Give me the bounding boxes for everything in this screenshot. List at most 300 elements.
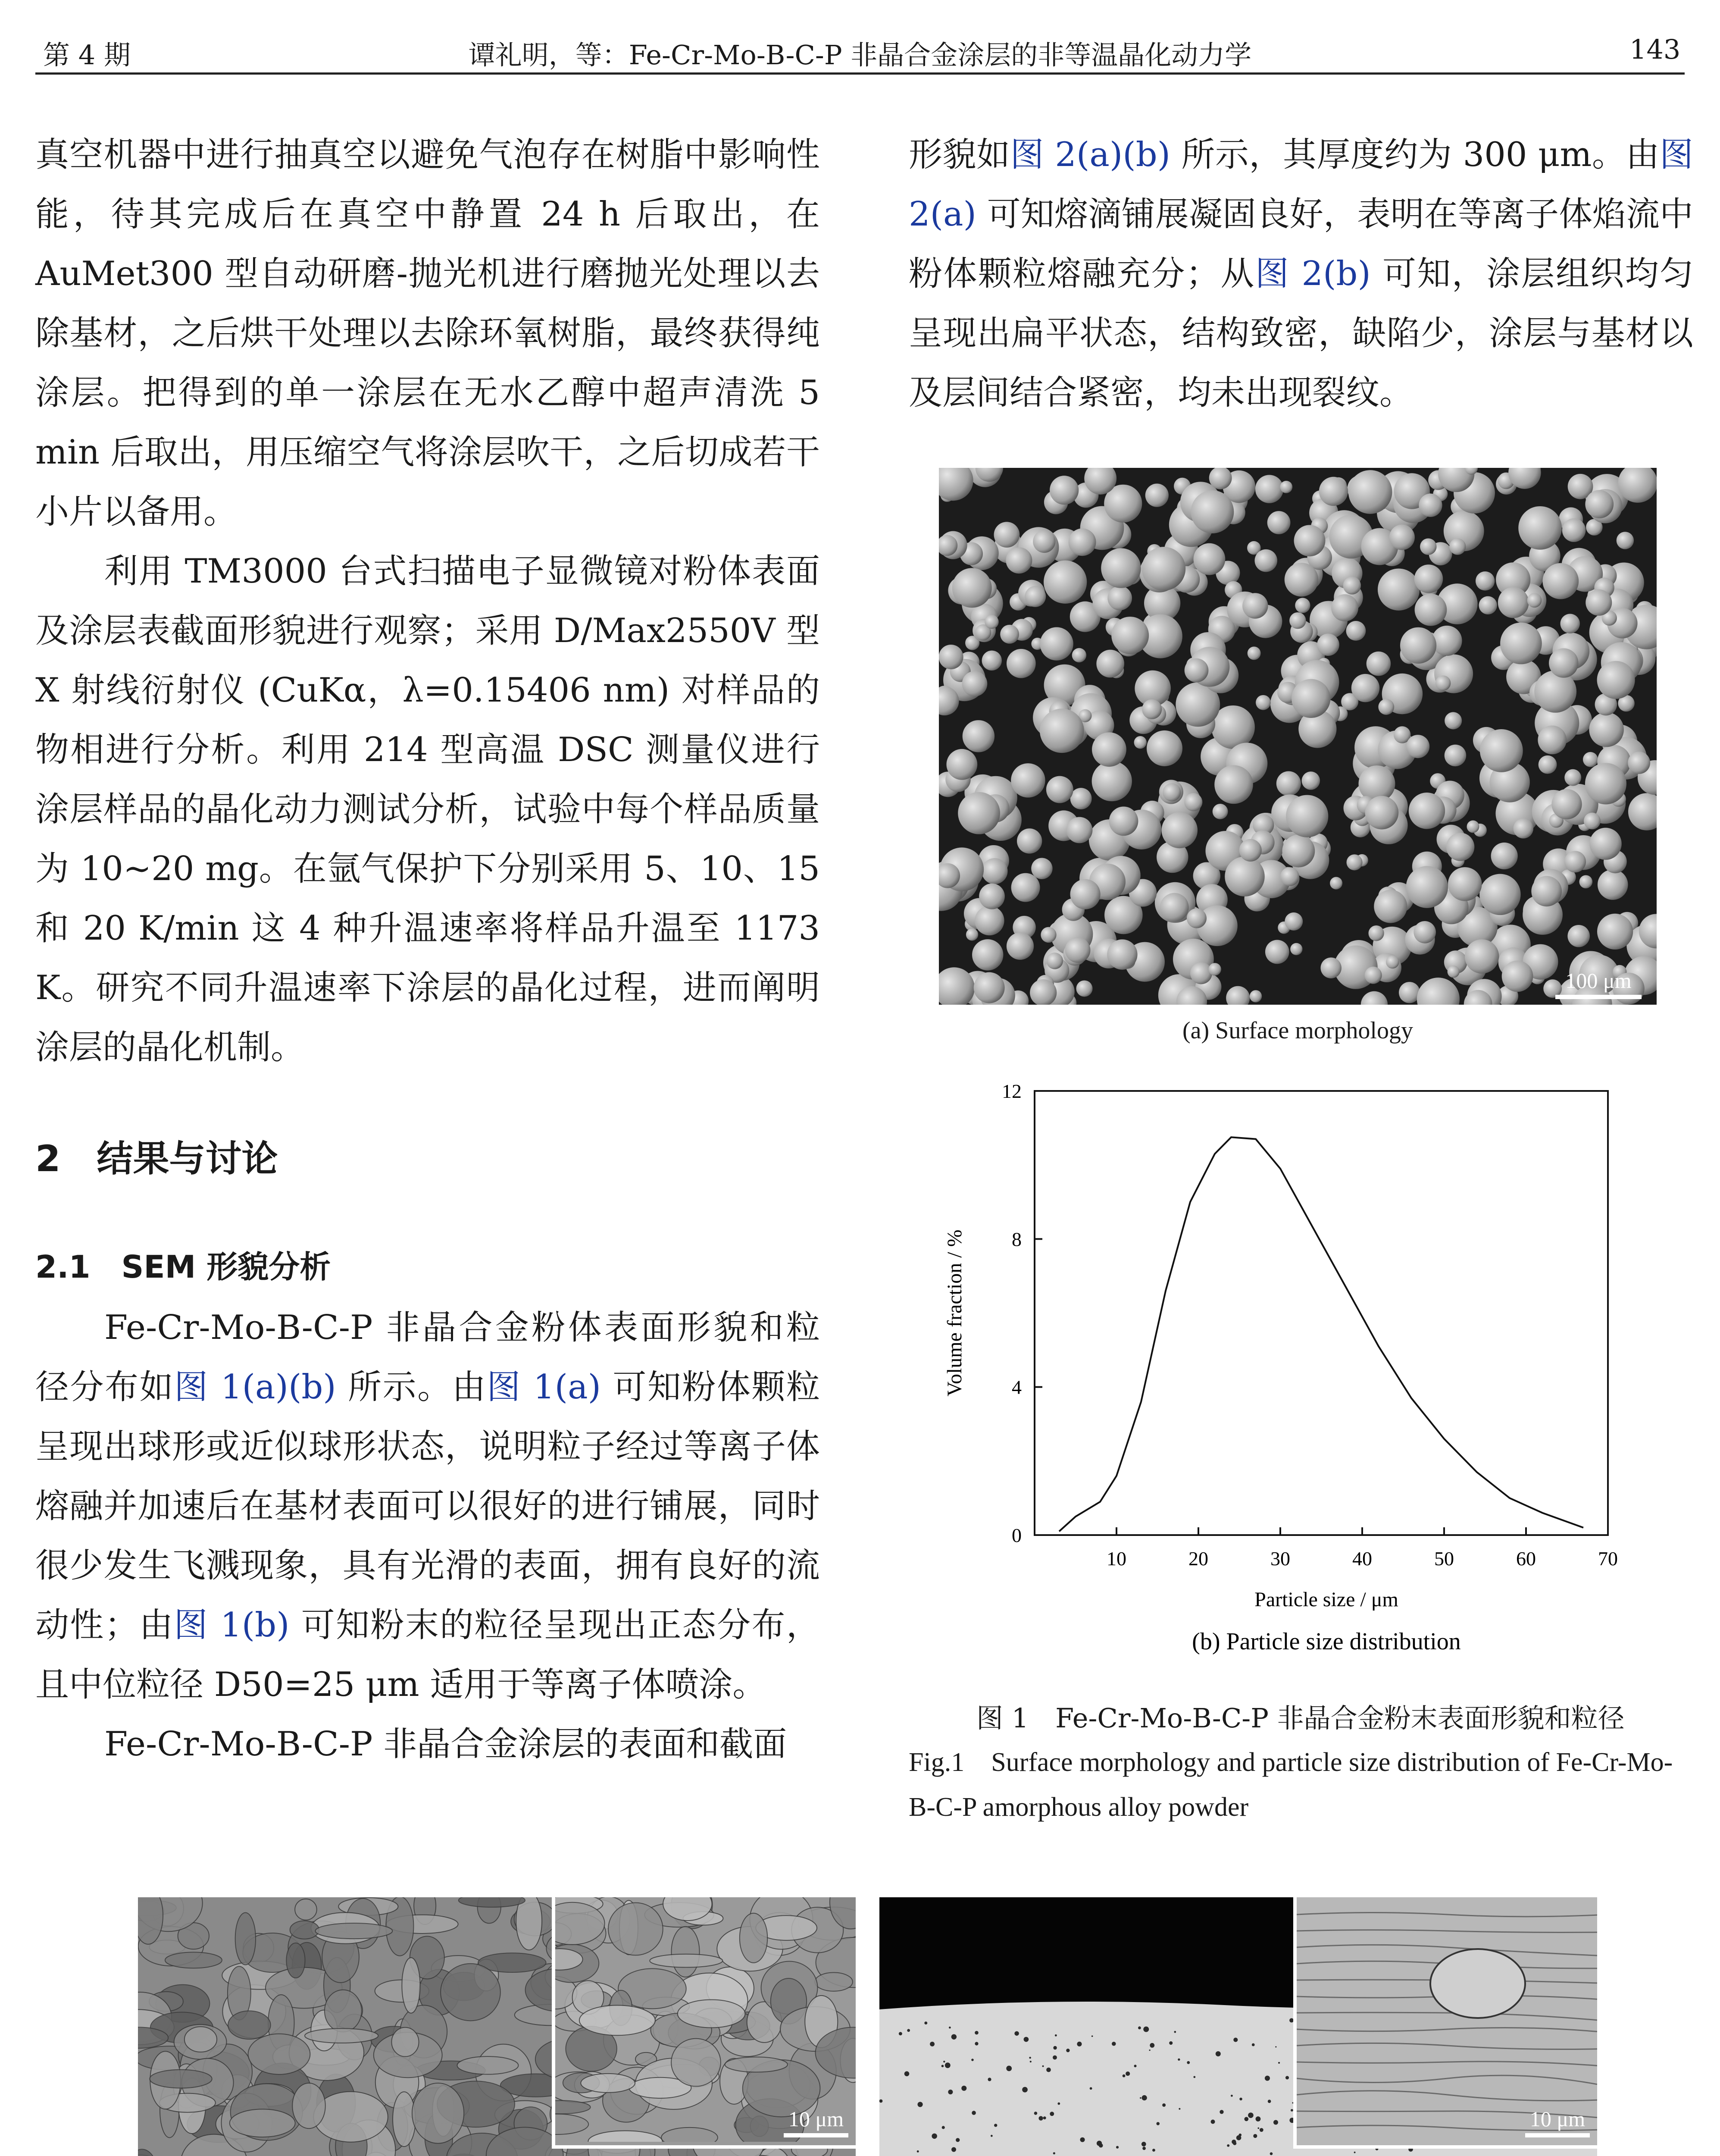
- pore: [1126, 2071, 1130, 2076]
- fig1b-caption: (b) Particle size distribution: [1192, 1628, 1461, 1655]
- powder-particle: [1502, 961, 1533, 992]
- powder-particle: [1111, 617, 1149, 654]
- powder-particle: [1446, 833, 1475, 861]
- pore: [948, 2090, 953, 2094]
- powder-particle: [1239, 839, 1262, 862]
- powder-particle: [1465, 939, 1499, 974]
- pore: [1142, 2095, 1147, 2100]
- y-tick-label: 12: [1002, 1080, 1022, 1102]
- powder-particle: [1163, 783, 1181, 801]
- powder-particle: [1513, 818, 1533, 839]
- powder-particle: [1539, 755, 1557, 774]
- powder-particle: [958, 792, 1000, 834]
- powder-particle: [1007, 649, 1036, 678]
- powder-particle: [1448, 867, 1482, 901]
- powder-particle: [1011, 763, 1045, 798]
- powder-particle: [1343, 577, 1361, 595]
- pore: [932, 2134, 937, 2139]
- powder-particle: [1006, 547, 1032, 573]
- pore: [1211, 2120, 1215, 2124]
- powder-particle: [1040, 627, 1073, 661]
- splat: [185, 2027, 217, 2052]
- pore: [1112, 2042, 1116, 2046]
- pore: [1291, 2109, 1293, 2112]
- pore: [1216, 2051, 1221, 2056]
- powder-particle: [1445, 712, 1462, 729]
- powder-particle: [1107, 939, 1137, 969]
- pore: [1143, 2027, 1149, 2032]
- powder-particle: [1320, 958, 1341, 978]
- powder-particle: [1096, 650, 1124, 678]
- pore: [1256, 2116, 1261, 2122]
- splat: [230, 2109, 295, 2137]
- ref-fig1a[interactable]: 图 1(a): [487, 1368, 601, 1407]
- pore: [1227, 2144, 1229, 2147]
- powder-sem-image: [939, 468, 1657, 1005]
- powder-particles: [939, 468, 1657, 1005]
- powder-particle: [974, 972, 1005, 1003]
- section-title: 2 结果与讨论: [35, 1138, 278, 1180]
- pore: [1244, 2117, 1248, 2121]
- powder-particle: [1017, 828, 1042, 853]
- right-column: [909, 125, 1693, 423]
- y-axis-label: Volume fraction / %: [943, 1229, 966, 1397]
- splat: [393, 2092, 416, 2147]
- powder-particle: [1185, 658, 1209, 683]
- lamella-boundary: [1297, 1930, 1597, 1933]
- splat: [248, 2034, 310, 2075]
- lamella-boundary: [1297, 2075, 1597, 2084]
- pore: [1252, 2043, 1255, 2046]
- powder-particle: [946, 749, 977, 780]
- powder-particle: [1531, 876, 1562, 906]
- powder-particle: [1107, 586, 1132, 611]
- pore: [1257, 2128, 1259, 2129]
- powder-particle: [1280, 481, 1292, 493]
- pore: [899, 2032, 902, 2035]
- pore: [1193, 2076, 1195, 2078]
- pore: [1006, 2066, 1012, 2071]
- splat: [457, 2056, 518, 2074]
- powder-particle: [1597, 661, 1635, 699]
- pore: [1179, 2108, 1180, 2110]
- powder-particle: [1561, 614, 1580, 633]
- section-inset: [1293, 1897, 1597, 2149]
- pore: [971, 2059, 974, 2061]
- pore: [907, 2029, 910, 2032]
- fig1-caption-cn: 图 1 Fe-Cr-Mo-B-C-P 非晶合金粉末表面形貌和粒径: [976, 1702, 1625, 1734]
- splat: [165, 1952, 222, 1968]
- x-tick-label: 60: [1516, 1548, 1536, 1570]
- powder-particle: [1193, 543, 1225, 575]
- pore: [1273, 2120, 1278, 2125]
- powder-particle: [1242, 593, 1268, 618]
- powder-particle: [1476, 571, 1495, 590]
- scale-bar: 100 μm: [1555, 968, 1642, 999]
- splat: [661, 2128, 718, 2142]
- pore: [945, 2062, 951, 2068]
- powder-particle: [1248, 646, 1261, 660]
- x-tick-label: 50: [1434, 1548, 1454, 1570]
- powder-particle: [1386, 956, 1399, 968]
- powder-particle: [1500, 623, 1542, 664]
- pore: [1233, 2038, 1238, 2042]
- powder-particle: [1414, 921, 1436, 943]
- pore: [1169, 2041, 1173, 2045]
- powder-particle: [1317, 633, 1339, 656]
- powder-particle: [1214, 765, 1253, 804]
- pore: [949, 2027, 951, 2029]
- paragraph-5: 形貌如图 2(a)(b) 所示，其厚度约为 300 μm。由图 2(a) 可知熔滴铺展凝固良好，表明在等离子体焰流中粉体颗粒熔融充分；从图 2(b) 可知，涂层组织均匀呈现出扁平状态，结构致密，缺陷少，涂层与基材以及层间结合紧密，均未出现裂纹。: [909, 135, 1693, 412]
- splat: [579, 2006, 655, 2036]
- pore: [1142, 2147, 1146, 2150]
- powder-particle: [1256, 695, 1271, 710]
- powder-particle: [975, 906, 1004, 935]
- powder-particle: [1101, 548, 1141, 588]
- ref-fig1b[interactable]: 图 1(b): [174, 1606, 290, 1645]
- powder-particle: [1567, 925, 1590, 947]
- powder-particle: [1564, 769, 1581, 786]
- lamella-boundary: [1297, 1912, 1597, 1916]
- pore: [972, 2111, 976, 2115]
- splat: [150, 2070, 212, 2088]
- x-tick-label: 10: [1107, 1548, 1126, 1570]
- powder-particle: [1420, 538, 1436, 555]
- lamella-boundary: [1297, 2012, 1597, 2020]
- powder-particle: [1160, 893, 1189, 922]
- powder-particle: [1255, 475, 1283, 503]
- splat: [138, 2149, 158, 2156]
- powder-particle: [1361, 991, 1388, 1005]
- lamella-boundary: [1297, 2091, 1597, 2101]
- powder-particle: [1628, 793, 1657, 830]
- pore: [1187, 2061, 1190, 2064]
- powder-particle: [1330, 877, 1342, 890]
- powder-particle: [1033, 530, 1055, 553]
- powder-particle: [1069, 528, 1096, 556]
- pore: [1265, 2076, 1270, 2081]
- pore: [1080, 2137, 1085, 2142]
- powder-particle: [1041, 927, 1056, 943]
- pore: [924, 2021, 927, 2024]
- powder-particle: [1213, 804, 1228, 819]
- powder-particle: [1031, 858, 1052, 879]
- powder-particle: [1589, 828, 1621, 860]
- powder-particle: [1250, 990, 1262, 1002]
- pore: [951, 2147, 956, 2152]
- powder-particle: [1598, 869, 1628, 900]
- powder-particle: [1365, 967, 1382, 984]
- pore: [1046, 2068, 1051, 2072]
- coating-surface-image: [138, 1897, 856, 2156]
- powder-particle: [1579, 875, 1593, 889]
- splat: [412, 2083, 464, 2143]
- splat: [672, 1927, 700, 1977]
- pore: [1053, 2152, 1055, 2154]
- pore: [1220, 2110, 1223, 2114]
- powder-particle: [1142, 699, 1162, 719]
- pore: [917, 2150, 919, 2153]
- powder-particle: [1564, 851, 1586, 872]
- powder-particle: [1435, 675, 1451, 691]
- powder-particle: [1276, 771, 1301, 796]
- powder-particle: [1479, 596, 1497, 614]
- splat: [650, 1954, 722, 1968]
- pore: [988, 2078, 991, 2081]
- pore: [1038, 2116, 1043, 2120]
- pore: [1134, 2065, 1137, 2067]
- powder-particle: [1432, 626, 1462, 656]
- ref-fig2a[interactable]: 图 2(a): [909, 135, 1693, 234]
- splat: [325, 1990, 362, 2032]
- lamella-boundary: [1297, 2028, 1597, 2031]
- splat: [516, 1897, 542, 1950]
- pore: [941, 2065, 944, 2068]
- plot-frame: [1035, 1091, 1608, 1535]
- powder-particle: [1584, 812, 1601, 829]
- powder-particle: [939, 645, 963, 669]
- left-column: [35, 125, 820, 1077]
- surface-inset: [552, 1897, 856, 2149]
- pore: [1053, 2056, 1057, 2060]
- powder-particle: [1226, 986, 1250, 1005]
- lamella-boundary: [1297, 1945, 1597, 1955]
- powder-particle: [1368, 925, 1384, 941]
- pore: [991, 2135, 993, 2137]
- powder-particle: [966, 928, 978, 940]
- pore: [1050, 2112, 1054, 2116]
- ref-fig2b[interactable]: 图 2(b): [1255, 254, 1371, 293]
- pore: [1149, 2049, 1150, 2051]
- left-column-lower: [35, 1298, 820, 1774]
- powder-particle: [1007, 933, 1034, 960]
- lamella-boundary: [1297, 2043, 1597, 2049]
- powder-particle: [1290, 943, 1302, 955]
- x-axis-label: Particle size / μm: [1254, 1588, 1398, 1611]
- splat: [740, 1913, 767, 1963]
- powder-particle: [1040, 708, 1084, 753]
- powder-particle: [1072, 648, 1086, 662]
- pore: [904, 2071, 910, 2077]
- pore: [994, 2124, 997, 2127]
- pore: [1140, 2097, 1141, 2099]
- powder-particle: [939, 468, 973, 501]
- pore: [1238, 2134, 1242, 2137]
- fig1a-caption: (a) Surface morphology: [1182, 1017, 1413, 1044]
- pore: [975, 2042, 978, 2045]
- powder-particle: [1498, 587, 1529, 618]
- powder-particle: [1050, 476, 1079, 505]
- powder-particle: [1347, 854, 1363, 870]
- powder-particle: [1367, 652, 1391, 676]
- powder-particle: [1480, 729, 1523, 772]
- paragraph-2: 利用 TM3000 台式扫描电子显微镜对粉体表面及涂层表截面形貌进行观察；采用 D/Max2550V 型 X 射线衍射仪 (CuKα，λ=0.15406 nm) 对样品的物相进行分析。利用 214 型高温 DSC 测量仪进行涂层样品的晶化动力测试分析，试验中每个样品质量为 10~20 mg。在氩气保护下分别采用 5、10、15 和 20 K/min 这 4 种升温速率将样品升温至 1173 K。研究不同升温速率下涂层的晶化过程，进而阐明涂层的晶化机制。: [35, 552, 820, 1067]
- ref-fig1ab[interactable]: 图 1(a)(b): [174, 1368, 336, 1407]
- powder-particle: [1351, 674, 1379, 702]
- pore: [1150, 2043, 1154, 2048]
- x-tick-label: 30: [1270, 1548, 1290, 1570]
- powder-particle: [1414, 564, 1443, 593]
- pore: [1270, 2152, 1273, 2155]
- powder-particle: [1389, 525, 1415, 550]
- powder-particle: [1011, 873, 1040, 902]
- powder-particle: [1065, 937, 1090, 963]
- powder-particle: [1415, 594, 1447, 626]
- pore: [1091, 2035, 1093, 2037]
- powder-particle: [1449, 538, 1466, 555]
- powder-particle: [1092, 761, 1132, 801]
- pore: [943, 2061, 945, 2062]
- lamella-boundary: [1297, 2062, 1597, 2066]
- powder-particle: [1527, 593, 1542, 608]
- powder-particle: [1302, 771, 1320, 790]
- splat: [315, 1923, 392, 1939]
- powder-particle: [972, 939, 1003, 970]
- pore: [1157, 2122, 1160, 2125]
- powder-particle: [1319, 477, 1348, 506]
- powder-particle: [1597, 914, 1633, 950]
- splat: [292, 2083, 325, 2128]
- powder-particle: [1378, 699, 1394, 715]
- splat: [608, 1903, 663, 1955]
- powder-particle: [1147, 730, 1182, 766]
- ref-fig2ab[interactable]: 图 2(a)(b): [1010, 135, 1171, 174]
- powder-particle: [1585, 763, 1626, 804]
- powder-particle: [1406, 735, 1429, 758]
- pore: [961, 2086, 966, 2091]
- powder-particle: [1285, 912, 1303, 931]
- powder-particle: [1209, 963, 1221, 975]
- pore: [1043, 2116, 1046, 2119]
- splat: [441, 1964, 500, 2021]
- pore: [1053, 2046, 1057, 2049]
- pore: [1022, 2087, 1028, 2093]
- pore: [1141, 2142, 1146, 2147]
- pore: [1248, 2112, 1254, 2118]
- powder-particle: [985, 615, 998, 629]
- powder-particle: [1255, 549, 1278, 572]
- splat: [305, 2028, 378, 2043]
- powder-particle: [1491, 843, 1518, 869]
- pore: [1014, 2031, 1019, 2036]
- section-inset-scale-bar: 10 μm: [1525, 2106, 1590, 2137]
- powder-particle: [962, 671, 988, 696]
- x-tick-label: 20: [1188, 1548, 1208, 1570]
- powder-particle: [1292, 679, 1330, 718]
- pore: [1090, 2087, 1092, 2090]
- splat: [678, 1999, 745, 2028]
- splat: [402, 1958, 420, 2013]
- powder-particle: [1265, 940, 1289, 964]
- powder-particle: [1549, 648, 1578, 677]
- powder-particle: [1419, 494, 1442, 517]
- powder-particle: [1225, 856, 1265, 896]
- powder-particle: [1378, 568, 1420, 610]
- pore: [1260, 2128, 1263, 2132]
- pore: [1029, 2057, 1031, 2059]
- pore: [1097, 2140, 1102, 2146]
- powder-particle: [1542, 563, 1579, 599]
- powder-particle: [1187, 909, 1207, 928]
- pore: [1077, 2042, 1082, 2046]
- pore: [1162, 2103, 1166, 2107]
- unmelted-particle: [1430, 1949, 1525, 2018]
- issue-label: 第 4 期: [43, 39, 131, 71]
- pore: [1275, 2046, 1276, 2047]
- powder-particle: [982, 651, 1002, 671]
- splat: [588, 2131, 662, 2142]
- powder-particle: [963, 720, 994, 752]
- powder-particle: [1617, 532, 1634, 549]
- powder-particle: [979, 884, 1005, 909]
- pore: [930, 2042, 935, 2046]
- powder-particle: [1331, 594, 1358, 621]
- powder-particle: [1190, 962, 1212, 984]
- powder-particle: [1448, 965, 1460, 978]
- pore: [1354, 2152, 1356, 2153]
- powder-particle: [1044, 561, 1087, 604]
- pore: [1285, 2076, 1289, 2079]
- coating-section-image: [879, 1897, 1597, 2156]
- powder-particle: [952, 568, 992, 608]
- pore: [1152, 2149, 1155, 2152]
- pore: [1268, 2100, 1271, 2103]
- y-tick-label: 4: [1012, 1376, 1022, 1398]
- pore: [1034, 2112, 1037, 2115]
- splat: [815, 1973, 853, 1991]
- splat: [290, 1921, 319, 1939]
- powder-particle: [1066, 817, 1093, 843]
- powder-particle: [1518, 506, 1562, 550]
- x-tick-label: 40: [1352, 1548, 1372, 1570]
- powder-particle: [1286, 795, 1328, 837]
- splat: [459, 1897, 525, 1907]
- pore: [1278, 2062, 1280, 2064]
- distribution-line: [1059, 1137, 1583, 1531]
- y-tick-label: 8: [1012, 1228, 1022, 1250]
- powder-particle: [1589, 712, 1624, 747]
- powder-particle: [1538, 726, 1567, 755]
- pore: [1057, 2103, 1060, 2105]
- fig1-caption-en: Fig.1 Surface morphology and particle size distribution of Fe-Cr-Mo-B-C-P amorphous alloy powder: [909, 1748, 1673, 1822]
- powder-particle: [1586, 589, 1612, 616]
- powder-particle: [1285, 563, 1319, 597]
- paragraph-4: Fe-Cr-Mo-B-C-P 非晶合金涂层的表面和截面: [104, 1725, 787, 1764]
- x-tick-label: 70: [1598, 1548, 1618, 1570]
- subsection-title: 2.1 SEM 形貌分析: [35, 1249, 331, 1285]
- powder-particle: [1282, 835, 1315, 868]
- pore: [1138, 2026, 1141, 2029]
- pore: [1055, 2034, 1057, 2037]
- pore: [1239, 2098, 1242, 2101]
- powder-particle: [1109, 806, 1138, 836]
- pore: [1253, 2134, 1257, 2138]
- splat: [228, 2011, 271, 2039]
- powder-particle: [1348, 470, 1392, 514]
- pore: [1030, 2061, 1032, 2062]
- powder-particle: [1479, 874, 1521, 915]
- powder-particle: [1000, 625, 1019, 644]
- paragraph-3: Fe-Cr-Mo-B-C-P 非晶合金粉体表面形貌和粒径分布如图 1(a)(b) 所示。由图 1(a) 可知粉体颗粒呈现出球形或近似球形状态，说明粒子经过等离子体熔融并加速后在基材表面可以很好的进行铺展，同时很少发生飞溅现象，具有光滑的表面，拥有良好的流动性；由图 1(b) 可知粉末的粒径呈现出正态分布，且中位粒径 D50=25 μm 适用于等离子体喷涂。: [35, 1308, 820, 1704]
- powder-particle: [1134, 736, 1147, 749]
- powder-particle: [1409, 793, 1445, 829]
- y-tick-label: 0: [1012, 1524, 1022, 1546]
- powder-particle: [1417, 978, 1460, 1005]
- powder-particle: [1191, 490, 1234, 533]
- powder-particle: [1534, 671, 1576, 713]
- powder-particle: [982, 858, 1007, 884]
- pore: [1231, 2095, 1233, 2097]
